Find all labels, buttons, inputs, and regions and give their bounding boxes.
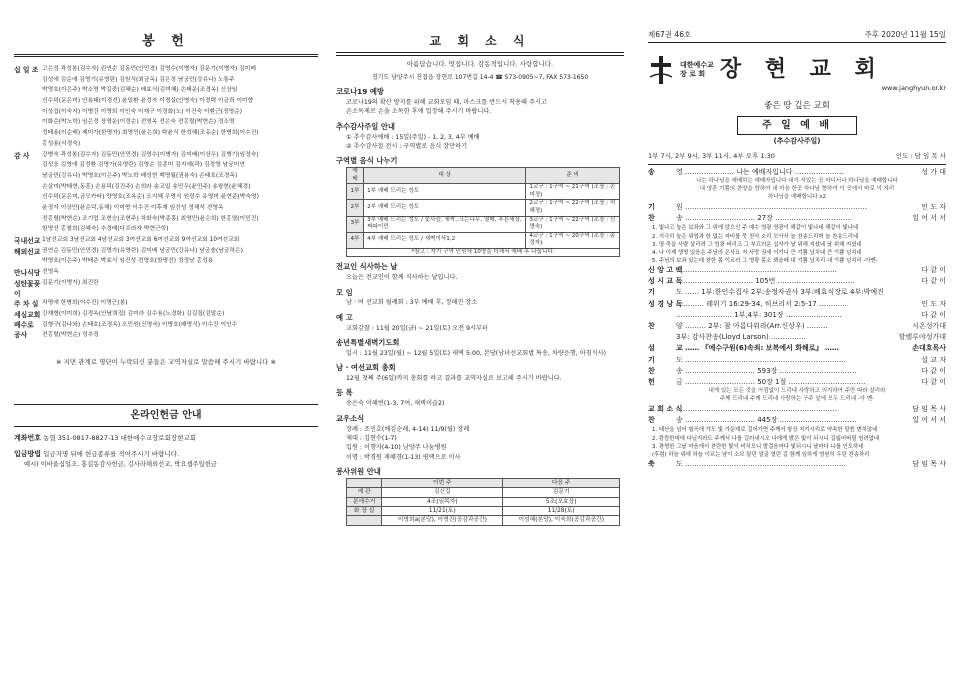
- service-times: 1부 7시, 2부 9시, 3부 11시, 4부 오후 1:30: [648, 152, 775, 161]
- news-section-line: 송은숙 이혜빈(1-3, 7여, 새벽이슬2): [346, 400, 445, 408]
- order-of-worship: [648, 167, 946, 470]
- offering-group: [14, 299, 318, 310]
- hymn-verse-line: 4. 나 이제 생명 있음은 주님의 은사요 저 사망 권세 이기니 큰 기쁨 넘치네 큰 기쁨 넘치네: [652, 249, 862, 256]
- hymn-verse-line: 5. 주님의 보좌 있는데 천한 몸 이르러 그 영광 몸소 뵈올때 내 기쁨 넘치리 내 기쁨 넘치리 -아멘-: [652, 257, 878, 264]
- news-section-line: 일시 : 11월 23일(월) ~ 12월 5일(토) 새벽 5:00, 본당(남녀선교회별 특송, 차량운행, 아침식사): [346, 349, 607, 357]
- offering-name-line: 손살미(박태현,동훈) 손용덕(김진주) 손희라 송교일 송민우(윤민주) 송왕현(윤혜경): [42, 183, 251, 190]
- order-content: 금 ………………………… 50장 1절 ……………………………: [676, 377, 866, 386]
- song-lyric-line: 하나님을 예배합니다 x2: [767, 194, 827, 201]
- order-item: [648, 366, 946, 377]
- food-table-title: 구역별 음식 나누기: [336, 156, 398, 166]
- offering-name-line: 정태용(이순배) 제미가(한명자) 최영민(윤은희) 탁윤식 한성혜(조유순) 한병희(이수진): [42, 130, 259, 137]
- song-lyric-line: 나는 하나님을 예배하는 예배자입니다 내가 서있는 곳 어디서나 하나님을 예배합니다: [696, 178, 898, 185]
- offering-group: [14, 236, 318, 247]
- table-footnote-row: [347, 248, 620, 257]
- news-section-title: 코로나19 예방: [336, 87, 384, 97]
- offering-names: [42, 310, 318, 342]
- order-content: 도 ……………………………………………………………: [676, 355, 846, 364]
- bulletin-header: [648, 29, 946, 40]
- news-section-line: 오늘은 전교인이 함께 식사하는 날입니다.: [346, 274, 458, 282]
- order-leader: 일 어 서 서: [912, 214, 946, 223]
- table-cell: 이성혜(본당), 이숙희(공감과공간): [503, 516, 620, 525]
- offering-name-line: 신수덕(문은미,금모카타) 양영호(조옥순) 오지혜 우영식 원정수 유영미 윤현준(박숙영): [42, 194, 259, 201]
- cross-icon: [648, 55, 674, 85]
- news-column: [336, 0, 624, 679]
- order-content: 원 ……………………………………………………………………: [676, 203, 867, 212]
- offering-name-line: 이화순(박노학) 임은정 장영운(이정순) 전영옥 전은숙 전홍렬(박현순) 정소영: [42, 119, 235, 126]
- order-content: 송 ………………………… 445장 ……………………………: [676, 416, 857, 425]
- offering-name-line: 전영옥: [42, 269, 59, 276]
- bulletin-date: 주후 2020년 11월 15일: [864, 30, 946, 39]
- news-section-title: 남 · 여선교회 총회: [336, 363, 396, 373]
- divider: [648, 42, 946, 43]
- offering-name-line: 전홍렬(박현순) 조기업 조현승(조현주) 차화숙(박종흥) 최영민(윤은희) 한홍열(이민진): [42, 215, 259, 222]
- order-item: [648, 415, 946, 426]
- news-header: [336, 32, 624, 82]
- worship-column: [648, 0, 946, 679]
- order-label: 기: [648, 355, 655, 364]
- table-row: [347, 200, 620, 216]
- offering-name-line: 윤정자 이상민(윤순덕,동해) 이미향 이수진 이후재 임진성 정해석 전영옥: [42, 204, 224, 211]
- divider: [648, 164, 946, 165]
- denomination: [680, 61, 714, 78]
- order-label: 찬: [648, 366, 655, 375]
- table-row: [347, 497, 620, 506]
- offering-name-line: 김성웅 김영애 김정환 김명가(유영란) 김영순 김종미 김지예(곽) 김정영 남궁미연: [42, 162, 245, 169]
- news-section-title: 교우소식: [336, 413, 365, 423]
- offering-name-line: 강병숙 곽성봉(김수자) 김동민(안민경) 김명수(이병자) 김미배(이상우) 김병기(임정숙): [42, 151, 259, 158]
- news-section-title: 예 고: [336, 312, 353, 322]
- offering-names: [42, 151, 318, 237]
- table-cell: 1부: [347, 184, 364, 200]
- table-row: [347, 516, 620, 525]
- table-cell: 1부 예배 드리는 성도: [364, 184, 526, 200]
- order-leader: 다 같 이: [921, 366, 946, 375]
- offering-category: 해외선교: [14, 247, 41, 256]
- offering-names: [42, 247, 318, 268]
- order-leader: 할렐루야성가대: [898, 333, 946, 342]
- table-header-row: [347, 168, 620, 184]
- offering-names: [42, 65, 318, 151]
- table-cell: 3부 예배 드리는 성도 / 꽃사슴, 새싹, 크는나무, 열매, 푸른세상, 짜파이민: [364, 216, 526, 232]
- order-item: [648, 377, 946, 388]
- order-label: 성 시 교 독: [648, 277, 683, 286]
- order-leader: 인 도 자: [921, 203, 946, 212]
- church-url[interactable]: www.janghyun.or.kr: [881, 84, 946, 93]
- offering-name-line: 고은성 곽성봉(김수자) 권연순 김동민(안민경) 김명수(이병자) 김문기(이병자) 김미배: [42, 66, 256, 72]
- offering-category: 주 차 실: [14, 300, 39, 309]
- table-row: [347, 184, 620, 200]
- news-title: 교 회 소 식: [429, 34, 531, 48]
- offering-name-line: 차명애 한병희(이수진) 이명근(봉): [42, 300, 128, 307]
- volume-number: 제67권 46호: [648, 30, 692, 39]
- order-leader: 다 같 이: [921, 310, 946, 319]
- news-section-title: 전교인 식사하는 날: [336, 262, 398, 272]
- table-cell: 4부 예배 드리는 성도 / 새벽이삭1,2: [364, 232, 526, 248]
- order-label: 교 회 소 식: [648, 405, 683, 414]
- method-label: 입금방법: [14, 450, 42, 459]
- service-subtitle: (추수감사주일): [773, 136, 821, 145]
- table-cell: 김신길: [382, 488, 503, 497]
- offering-name-line: 강재형(이미희) 김경옥(안남희집) 김미라 김수용(노경화) 김길집(김말순): [42, 310, 225, 317]
- hymn-verse-line: 1. 태산을 넘어 험곡에 가도 빛 가운데로 걸어가면 주께서 항상 지키시리로 약속한 말씀 변치않네: [652, 427, 878, 434]
- order-leader: 다 같 이: [921, 377, 946, 386]
- volunteer-title: 봉사위원 안내: [336, 466, 381, 476]
- offering-note: ※ 지면 관계로 명단이 누락되신 분들은 교역자실로 말씀해 주시기 바랍니다 ※: [56, 357, 276, 366]
- method-example: 예시) 이바울십일조, 홍길동감사헌금, 김사라해외선교, 박요셉주일헌금: [24, 461, 217, 469]
- order-content: 송 ………………………… 27장 ……………………………: [676, 214, 853, 223]
- offering-names: [42, 279, 318, 299]
- news-section-line: 교회감찰 : 11월 20일(금) ~ 21일(토) 오전 9시부터: [346, 324, 488, 332]
- offering-category: 세심교회 배수로 공사: [14, 310, 41, 340]
- news-sections-2: [336, 262, 624, 462]
- offering-name-line: 신수덕(문은미) 안용태(이경선) 윤일환 윤정자 이경실(안병숙) 이경택 이금희 이미향: [42, 98, 254, 105]
- news-section-line: 입원 : 이행자(4-10) 남양주 나눔병원: [346, 444, 447, 452]
- order-item: [648, 287, 946, 298]
- order-content: 3부: 감사찬송(Lloyd Larson) ……………: [676, 333, 806, 342]
- table-row: [347, 488, 620, 497]
- food-sharing-table: [346, 167, 620, 257]
- order-item: [648, 202, 946, 213]
- order-label: 찬: [648, 214, 655, 223]
- order-content: 영 ………………… 나는 예배자입니다 …………………: [676, 168, 844, 176]
- news-section-line: 제대 : 김현수(1-7): [346, 434, 397, 442]
- table-header-cell: 이번 주: [382, 478, 503, 487]
- offering-names: [42, 299, 318, 310]
- offering-group: [14, 151, 318, 237]
- offering-group: [14, 268, 318, 279]
- order-leader: 시온성가대: [912, 321, 946, 330]
- order-label: 성 경 낭 독: [648, 299, 683, 308]
- hymn-verse-line: 3. 영 죽을 사람 살리려 그 영광 버리고 그 부끄러운 십자가 날 위해 지셨네 날 위해 지셨네: [652, 241, 862, 248]
- order-leader: 성 가 대: [921, 168, 946, 176]
- table-cell: 11/21(토): [382, 506, 503, 515]
- table-footnote: *참고 : 자기 구역 인원에 10명을 더해서 예배 후 나눕니다.: [347, 248, 620, 257]
- offering-name-line: 김형구(김나와) 손태호(조경옥) 오민원(신명숙) 이병호(배명식) 이수진 이인수: [42, 321, 238, 328]
- order-item: [648, 265, 946, 276]
- table-cell: 4조(임목자): [382, 497, 503, 506]
- order-content: 도 …… 1부:한인수집사 2부:송정자권사 3부:배효식장로 4부:박예진: [676, 288, 884, 297]
- table-cell: [347, 516, 382, 525]
- order-leader: 다 같 이: [921, 266, 946, 275]
- offering-column: [14, 0, 318, 679]
- order-leader: 손대호목사: [912, 344, 946, 353]
- table-row: [347, 232, 620, 248]
- offering-name-line: 김문기(이병자) 최진란: [42, 279, 99, 286]
- order-label: 찬: [648, 416, 655, 425]
- table-cell: 분애수거: [347, 497, 382, 506]
- order-item: [648, 355, 946, 366]
- offering-category: 성탄꽃꽂이: [14, 279, 41, 298]
- order-leader: 담 임 목 사: [912, 459, 946, 468]
- table-cell: 2부: [347, 200, 364, 216]
- table-header-cell: 예배: [347, 168, 364, 184]
- table-cell: 화 장 실: [347, 506, 382, 515]
- table-header-cell: 다음 주: [503, 478, 620, 487]
- news-sections: [336, 87, 624, 151]
- table-cell: 이명희a(본당), 이명진(공감과공간): [382, 516, 503, 525]
- order-item: [648, 404, 946, 415]
- news-section-title: 추수감사주일 안내: [336, 121, 395, 131]
- news-subtitle: 아름답습니다. 멋집니다. 감동적입니다. 사랑합니다.: [406, 59, 554, 68]
- table-cell: 예 관: [347, 488, 382, 497]
- order-content: ……………………………………………………………: [676, 266, 837, 275]
- table-row: [347, 216, 620, 232]
- order-content: 도 ……………………………………………………………: [676, 459, 846, 468]
- table-cell: 2부 예배 드리는 성도: [364, 200, 526, 216]
- table-cell: 김문기: [503, 488, 620, 497]
- order-content: …………………………… 105번 ……………………………: [676, 277, 855, 286]
- order-label: 기: [648, 203, 655, 212]
- song-lyric-line: 내 영혼 기쁨의 찬양을 향하여 내 마음 한곳 하나님 향하여 이 곳에서 바로 이 자리: [699, 186, 895, 193]
- hymn-verse-line: 3. 광명한 그날 마음에서 찬란한 빛이 비치오니 발걸음마다 빛되시니 날마다 나를 인도하네: [652, 443, 864, 450]
- church-address: 경기도 남양주시 진접읍 장현로 107번길 14-4 ☎ 573-0905~7, FAX 573-1650: [371, 74, 589, 82]
- order-content: …………………… 1부,4부: 301장 ……………………: [676, 310, 842, 319]
- order-label: 축: [648, 459, 655, 468]
- order-item: [648, 459, 946, 470]
- divider: [14, 54, 318, 58]
- table-header-cell: [347, 478, 382, 487]
- order-leader: 일 어 서 서: [912, 416, 946, 425]
- order-content: ……………………………………………………………: [676, 405, 837, 414]
- news-section-line: ② 추수감사절 전시 : 구역별로 음식 장만하기: [346, 143, 468, 151]
- offering-category: 감 사: [14, 151, 30, 160]
- method-row: [14, 449, 318, 460]
- table-cell: 5조(오효상): [503, 497, 620, 506]
- news-section-line: 장례 : 조민호(배김순례, 4-14) 11/9(월) 장례: [346, 425, 470, 433]
- order-item: [648, 310, 946, 321]
- order-item: [648, 299, 946, 310]
- hymn-verse-line: 1. 빛나고 높은 보좌와 그 위에 앉으신 주 예수 영광 영광이 해같이 빛나네 해같이 빛나네: [652, 225, 859, 232]
- order-label: 기: [648, 288, 655, 297]
- denomination-line2: 장 로 회: [680, 69, 706, 78]
- table-cell: 4교구 : 1구역 ~ 20구역 (조장 : 송정자): [526, 232, 620, 248]
- offering-title: 봉 헌: [142, 34, 190, 49]
- method-text: 입금자명 뒤에 헌금종류를 적어주시기 바랍니다.: [43, 450, 180, 459]
- offering-group: [14, 279, 318, 299]
- order-label: 헌: [648, 377, 655, 386]
- church-motto: 좋은 땅 깊은 교회: [764, 101, 830, 111]
- denomination-line1: 대한예수교: [680, 61, 714, 70]
- table-row: [347, 506, 620, 515]
- order-content: 양 ……… 2부: 참 아름다워라(Arr.신상우) ………: [676, 321, 828, 330]
- news-section-line: 12월 첫째 주(6일)까지 총회를 하고 결과를 교역자실로 보고해 주시기 바랍니다.: [346, 375, 562, 383]
- table-cell: 1교구 : 1구역 ~ 21구역 (조장 : 손미정): [526, 184, 620, 200]
- offering-name-line: 1남선교회 3남선교회 4남선교회 3여선교회 6여선교회 9여선교회 10여선교회: [42, 237, 240, 243]
- service-leader: 인도 : 담 임 목 사: [895, 152, 946, 161]
- church-logo: [648, 53, 946, 86]
- news-section-title: 송년특별새벽기도회: [336, 337, 400, 347]
- order-item: [648, 213, 946, 224]
- offering-name-line: 전홍렬(박현순) 정추정: [42, 332, 99, 339]
- news-section-title: 등 록: [336, 388, 353, 398]
- hymn-verse-line: (후렴) 하늘 위에 하늘 이르는 남이 소모 달린 얼굴 열린 길 함께 임하게 영원히 우린 찬송하리: [652, 451, 870, 458]
- table-header-row: [347, 478, 620, 487]
- offering-group: [14, 310, 318, 342]
- service-times-row: [648, 152, 946, 162]
- offering-name-line: 홍성용(서경숙): [42, 140, 81, 147]
- divider: [336, 52, 624, 56]
- order-label: 찬: [648, 321, 655, 330]
- offering-group: [14, 65, 318, 151]
- offering-name-line: 박영호(이은주) 박태준 박효식 임진성 전영호(함명선) 정정남 홍성용: [42, 258, 214, 265]
- news-section-line: 이명 : 박경원 재혜경(1-13) 평택으로 이사: [346, 453, 461, 461]
- service-title-wrap: [648, 116, 946, 135]
- order-item: [648, 343, 946, 354]
- offering-groups: [14, 65, 318, 342]
- order-content: 교 …… 『예수구원(6)속죄: 보복에서 화해로』 ……: [676, 344, 839, 353]
- offering-names: [42, 268, 318, 279]
- order-label: 설: [648, 344, 655, 353]
- order-item: [648, 167, 946, 178]
- table-cell: 2교구 : 1구역 ~ 22구역 (조장 : 허혜정): [526, 200, 620, 216]
- order-leader: 인 도 자: [921, 299, 946, 308]
- song-lyric-line: 내게 있는 모든 것을 아낌없이 드리네 사랑하고 의지하여 주만 따라 살리라: [708, 388, 886, 395]
- table-cell: 3부: [347, 216, 364, 232]
- volunteer-table: [346, 478, 620, 526]
- order-label: 송: [648, 168, 655, 176]
- service-title: 주 일 예 배: [737, 116, 857, 135]
- news-section-line: 코로나19의 확산 방지를 위해 교회모임 때, 마스크를 반드시 착용해 주시고: [346, 99, 547, 107]
- offering-category: 십 일 조: [14, 66, 39, 74]
- offering-names: [42, 236, 318, 247]
- order-leader: 다 같 이: [921, 277, 946, 286]
- order-item: [648, 321, 946, 332]
- account-row: [14, 433, 318, 444]
- offering-group: [14, 247, 318, 268]
- news-section-title: 모 임: [336, 287, 353, 297]
- news-section-line: ① 추수감사예배 : 15일(주일) - 1, 2, 3, 4부 예배: [346, 133, 480, 141]
- offering-name-line: 박영호(이은주) 박소영 박길중(김혜순) 배효식(김미혜) 손태운(조경옥) 신상임: [42, 87, 238, 94]
- offering-name-line: 남궁민(강유나) 박영호(이은주) 박노학 배성현 백명월(권용숙) 손태호(조경옥): [42, 172, 238, 179]
- account-number: 농협 351-0817-8827-13 대한예수교장로회장현교회: [43, 433, 196, 442]
- table-header-cell: 대 상: [364, 168, 526, 184]
- offering-name-line: 이상섭(이숙자) 이병진 이영희 이인숙 이재구 이정화(노) 이진숙 이환근(정명순): [42, 108, 243, 115]
- table-cell: 3교구 : 1구역 ~ 22구역 (조장 : 신명숙): [526, 216, 620, 232]
- order-item: [648, 276, 946, 287]
- news-section-line: 남 · 여 선교회 월례회 : 3부 예배 후, 정해진 장소: [346, 299, 478, 307]
- offering-name-line: 김성애 김순애 김영기(유영란) 김원식(최금옥) 김은정 남궁민(강유나) 노통주: [42, 76, 235, 83]
- order-label: 신 앙 고 백: [648, 266, 683, 275]
- hymn-verse-line: 2. 지극히 높은 위엄과 한 없는 자비를 뭇 천사 소리 모아서 늘 찬송드리며 늘 찬송드리네: [652, 233, 859, 240]
- church-name: 장 현 교 회: [719, 56, 884, 83]
- offering-name-line: 함명선 홍철희(김혜숙) 추경배(다프라자 박현근학): [42, 226, 169, 233]
- table-cell: 4부: [347, 232, 364, 248]
- offering-category: 국내선교: [14, 237, 41, 245]
- order-content: 송 ………………………… 593장 ……………………………: [676, 366, 857, 375]
- order-item: [648, 332, 946, 343]
- table-header-cell: 준 비: [526, 168, 620, 184]
- online-title: 온라인헌금 안내: [14, 404, 318, 427]
- order-leader: 설 교 자: [921, 355, 946, 364]
- offering-category: 만나식당: [14, 269, 41, 278]
- account-label: 계좌번호: [14, 433, 42, 442]
- order-content: ………… 레위기 16:29-34, 히브리서 2:5-17 …………: [676, 299, 847, 308]
- song-lyric-line: 주께 드리네 주께 드리네 사랑하는 구주 앞에 모두 드리네 -아 멘-: [719, 396, 875, 403]
- order-leader: 담 임 목 사: [912, 405, 946, 414]
- table-cell: 11/28(토): [503, 506, 620, 515]
- hymn-verse-line: 2. 캄캄한데에 다닐지라도 주께서 나를 길러내시오 나에게 밝은 빛이 되시니 길잃어버릴 염려없네: [652, 435, 880, 442]
- offering-name-line: 권연순 김동민(안민경) 김명가(유영란) 김미배 남궁민(강유나) 남궁솔(남궁하은): [42, 247, 243, 254]
- news-section-line: 손소독제로 손을 소독한 후에 입장해 주시기 바랍니다.: [346, 108, 492, 116]
- online-offering-box: [14, 404, 318, 470]
